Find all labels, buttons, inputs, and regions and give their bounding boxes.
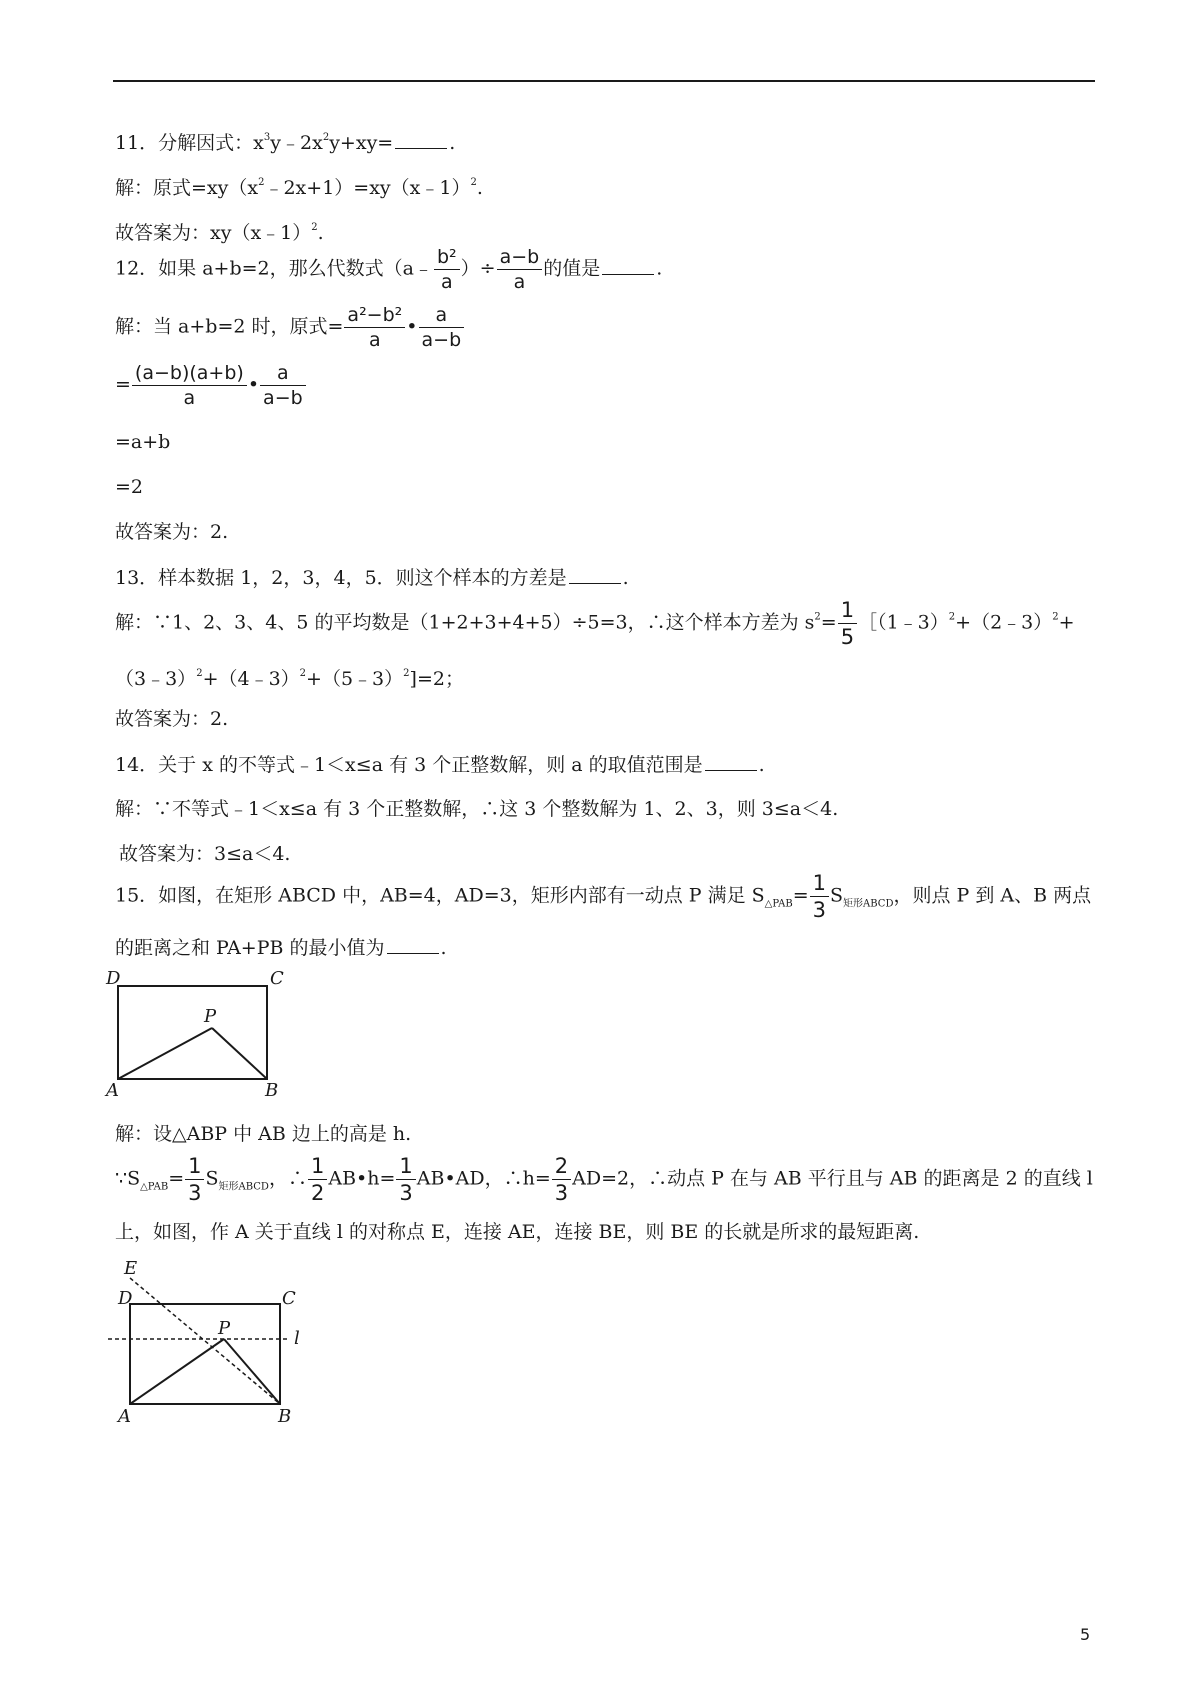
vertex-d-label: D — [106, 968, 121, 989]
fraction: $\frac{1}{5}$ — [838, 597, 857, 650]
page-number: 5 — [1080, 1625, 1091, 1644]
answer-blank — [602, 256, 654, 275]
answer-blank — [395, 130, 447, 149]
p11-solution: 解：原式$=xy(x^2﹣2x+1)=xy(x﹣1)^2$. — [115, 177, 483, 199]
vertex-c-label: C — [270, 968, 284, 989]
p14-answer: 故答案为：3≤a＜4. — [119, 843, 291, 865]
fraction: $\frac{1}{2}$ — [308, 1153, 327, 1206]
p15-solution-2: $\because S_{\triangle PAB}=$ $\frac{1}{3}$ $S_{矩形ABCD}$，∴ $\frac{1}{2}$ AB•h= $\frac{1}{3}$ AB•AD，∴h= $\frac{2}{3}$ AD=2，∴动点 P 在与 AB 平行且与 AB 的距离是 2 的直线 l — [115, 1154, 1093, 1205]
p13-solution: 解：∵1、2、3、4、5 的平均数是（1+2+3+4+5）÷5=3，∴这个样本方差为 $s^2=$ $\frac{1}{5}$ ［（1﹣3）$^2$+（2﹣3）$^2$+ — [115, 598, 1075, 649]
answer-blank — [569, 565, 621, 584]
rectangle-figure — [100, 960, 300, 1100]
vertex-a-label: A — [106, 1080, 119, 1100]
fraction: $\frac{1}{3}$ — [810, 870, 829, 923]
p15-question: 15．如图，在矩形 ABCD 中，AB=4，AD=3，矩形内部有一动点 P 满足 $S_{\triangle PAB}=$ $\frac{1}{3}$ $S_{矩形ABCD}$，则点 P 到 A、B 两点 — [115, 871, 1092, 922]
point-p-label: P — [204, 1006, 217, 1027]
p12-solution: 解：当 a+b=2 时，原式= $\frac{\text{a²−b²}}{a}$ • $\frac{a}{a-b}$ — [115, 303, 465, 352]
reflection-figure — [100, 1252, 320, 1424]
fraction: $\frac{a-b}{a}$ — [497, 245, 543, 294]
point-p-label: P — [218, 1318, 231, 1339]
p15-solution-3: 上，如图，作 A 关于直线 l 的对称点 E，连接 AE，连接 BE，则 BE 的长就是所求的最短距离. — [115, 1221, 920, 1243]
fraction: $\frac{\text{b²}}{a}$ — [434, 245, 460, 294]
p12-answer: 故答案为：2. — [115, 521, 229, 543]
p15-question-cont: 的距离之和 PA+PB 的最小值为 . — [115, 937, 447, 959]
answer-blank — [387, 935, 439, 954]
point-e-label: E — [124, 1258, 138, 1279]
p12-step-3: =a+b — [115, 431, 171, 453]
p14-solution: 解：∵不等式﹣1＜x≤a 有 3 个正整数解，∴这 3 个整数解为 1、2、3，则 3≤a＜4. — [115, 798, 839, 820]
fraction: $\frac{1}{3}$ — [396, 1153, 415, 1206]
answer-blank — [705, 752, 757, 771]
p12-step-2: = $\frac{(a-b)(a+b)}{a}$ • $\frac{a}{a-b}$ — [115, 361, 307, 410]
fraction: $\frac{a}{a-b}$ — [260, 361, 306, 410]
p11-answer: 故答案为：xy（x﹣1）$^2$. — [115, 222, 324, 244]
p11-question: 11．分解因式：$x^3y﹣2x^2y+xy=$ . — [115, 132, 456, 154]
vertex-a-label: A — [118, 1406, 131, 1424]
fraction: $\frac{a}{a-b}$ — [419, 303, 465, 352]
p14-question: 14．关于 x 的不等式﹣1＜x≤a 有 3 个正整数解，则 a 的取值范围是 . — [115, 754, 765, 776]
fraction: $\frac{1}{3}$ — [185, 1153, 204, 1206]
vertex-b-label: B — [278, 1406, 292, 1424]
vertex-c-label: C — [282, 1288, 296, 1309]
fraction: $\frac{\text{a²−b²}}{a}$ — [344, 303, 405, 352]
p13-solution-cont: （3﹣3）$^2$+（4﹣3）$^2$+（5﹣3）$^2$]=2； — [115, 668, 464, 690]
vertex-b-label: B — [265, 1080, 279, 1100]
vertex-d-label: D — [118, 1288, 133, 1309]
p12-step-4: =2 — [115, 476, 144, 498]
fraction: $\frac{(a-b)(a+b)}{a}$ — [132, 361, 247, 410]
p12-question: 12．如果 a+b=2，那么代数式（a﹣ $\frac{\text{b²}}{a}$ ）÷ $\frac{a-b}{a}$ 的值是 . — [115, 246, 663, 293]
fraction: $\frac{2}{3}$ — [552, 1153, 571, 1206]
header-rule — [113, 80, 1095, 82]
line-l-label: l — [294, 1328, 300, 1349]
p13-question: 13．样本数据 1，2，3，4，5．则这个样本的方差是 . — [115, 567, 629, 589]
p15-solution-1: 解：设△ABP 中 AB 边上的高是 h. — [115, 1123, 412, 1145]
p13-answer: 故答案为：2. — [115, 708, 229, 730]
